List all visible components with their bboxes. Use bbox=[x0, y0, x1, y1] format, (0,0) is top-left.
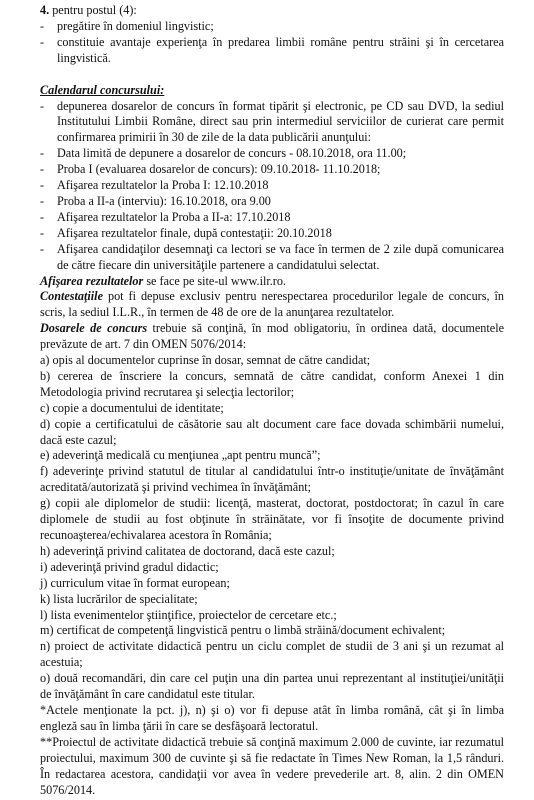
dossier-item: e) adeverinţă medicală cu menţiunea „apt pentru muncă”; bbox=[40, 448, 321, 463]
calendar-item: - Afişarea candidaţilor desemnaţi ca lectori se va face în termen de 2 zile după comunicarea de către fiecare din universităţile partenere a candidatului selectat. bbox=[40, 241, 504, 272]
calendar-item-text: Afişarea rezultatelor la Proba a II-a: 17.10.2018 bbox=[57, 209, 291, 224]
contestations-text: pot fi depuse exclusiv pentru nerespectarea procedurilor legale de concurs, în scris, la sediul I.L.R., în termen de 48 de ore de la anunţarea rezultatelor. bbox=[40, 289, 504, 320]
dossiers-paragraph bbox=[40, 321, 504, 353]
footnote: *Actele menţionate la pct. j), n) şi o) vor fi depuse atât în limba română, cât şi în limba engleză sau în limba ţării în care se desfăşoară lectoratul. bbox=[40, 702, 504, 733]
contestations-paragraph bbox=[40, 289, 504, 321]
calendar-item: - Afişarea rezultatelor la Proba a II-a: 17.10.2018 bbox=[40, 210, 504, 226]
calendar-heading: Calendarul concursului: bbox=[40, 82, 165, 97]
post4-item: - pregătire în domeniul lingvistic; bbox=[40, 19, 504, 35]
dossier-item: o) două recomandări, din care cel puţin una din partea unui reprezentant al instituţiei/unităţii de învăţământ în care candidatul este titular. bbox=[40, 671, 504, 702]
dossiers-label: Dosarele de concurs bbox=[40, 321, 148, 336]
calendar-item: - Data limită de depunere a dosarelor de concurs - 08.10.2018, ora 11.00; bbox=[40, 146, 504, 162]
calendar-item-text: Afişarea candidaţilor desemnaţi ca lectori se va face în termen de 2 zile după comunicarea de către fiecare din universităţile partenere a candidatului selectat. bbox=[57, 241, 504, 272]
calendar-item-text: Data limită de depunere a dosarelor de concurs - 08.10.2018, ora 11.00; bbox=[57, 146, 407, 161]
dossier-item: n) proiect de activitate didactică pentru un ciclu complet de studii de 3 ani şi un rezumat al acestuia; bbox=[40, 639, 504, 670]
dossiers-text: trebuie să conţină, în mod obligatoriu, în ordinea dată, documentele prevăzute de art. 7 din OMEN 5076/2014: bbox=[40, 321, 504, 352]
calendar-item: - Afişarea rezultatelor finale, după contestaţii: 20.10.2018 bbox=[40, 226, 504, 242]
post4-item: - constituie avantaje experienţa în predarea limbii române pentru străini şi în cercetarea lingvistică. bbox=[40, 34, 504, 65]
results-text: se face pe site-ul www.ilr.ro. bbox=[143, 273, 286, 288]
dossier-item: h) adeverinţă privind calitatea de doctorand, dacă este cazul; bbox=[40, 543, 335, 558]
calendar-item: - Afişarea rezultatelor la Proba I: 12.10.2018 bbox=[40, 178, 504, 194]
post4-title bbox=[40, 3, 504, 19]
dossier-item: a) opis al documentelor cuprinse în dosar, semnat de către candidat; bbox=[40, 353, 371, 368]
dossier-item: b) cererea de înscriere la concurs, semnată de către candidat, conform Anexei 1 din Metodologia privind recrutarea şi selecţia lectorilor; bbox=[40, 368, 504, 399]
post4-item-text: constituie avantaje experienţa în predarea limbii române pentru străini şi în cercetarea lingvistică. bbox=[57, 34, 504, 65]
dossier-item: d) copie a certificatului de căsătorie sau alt document care face dovada schimbării numelui, dacă este cazul; bbox=[40, 416, 504, 447]
contestations-label: Contestaţiile bbox=[40, 289, 103, 304]
calendar-item-text: Afişarea rezultatelor la Proba I: 12.10.2018 bbox=[57, 178, 269, 193]
calendar-item-text: Afişarea rezultatelor finale, după contestaţii: 20.10.2018 bbox=[57, 225, 332, 240]
dossier-item: g) copii ale diplomelor de studii: licenţă, masterat, doctorat, postdoctorat; în cazul în care diplomele de studii au fost obţinute în străinătate, vor fi însoţite de documente privind recunoaşterea/echivalarea acestora în România; bbox=[40, 496, 504, 542]
calendar-item: - Proba I (evaluarea dosarelor de concurs): 09.10.2018- 11.10.2018; bbox=[40, 162, 504, 178]
dossier-item: j) curriculum vitae în format european; bbox=[40, 575, 230, 590]
calendar-item: - depunerea dosarelor de concurs în format tipărit şi electronic, pe CD sau DVD, la sediul Institutului Limbii Române, direct sau prin intermediul serviciilor de curierat care permit confirmarea primirii în 30 de zile de la data publicării anunţului: bbox=[40, 98, 504, 145]
calendar-item-text: Proba a II-a (interviu): 16.10.2018, ora 9.00 bbox=[57, 193, 271, 208]
calendar-item-text: Proba I (evaluarea dosarelor de concurs): 09.10.2018- 11.10.2018; bbox=[57, 162, 381, 177]
footnote: **Proiectul de activitate didactică trebuie să conţină maximum 2.000 de cuvinte, iar rezumatul proiectului, maximum 300 de cuvinte şi să fie redactate în Times New Roman, la 1,5 rânduri. În redactarea acestora, candidaţii vor avea în vedere prevederile art. 8, alin. 2 din OMEN 5076/2014. bbox=[40, 734, 504, 797]
post4-number: 4. bbox=[40, 3, 50, 17]
calendar-item-text: depunerea dosarelor de concurs în format tipărit şi electronic, pe CD sau DVD, la sediul Institutului Limbii Române, direct sau prin intermediul serviciilor de curierat care permit confirmarea primirii în 30 de zile de la data publicării anunţului: bbox=[57, 98, 504, 145]
post4-label: pentru postul (4): bbox=[49, 3, 137, 17]
results-paragraph bbox=[40, 274, 504, 290]
calendar-item: - Proba a II-a (interviu): 16.10.2018, ora 9.00 bbox=[40, 194, 504, 210]
results-label: Afişarea rezultatelor bbox=[40, 273, 144, 288]
dossier-item: f) adeverinţe privind statutul de titular al candidatului într-o instituţie/unitate de învăţământ acreditată/autorizată şi privind vechimea în învăţământ; bbox=[40, 464, 504, 495]
dossier-item: k) lista lucrărilor de specialitate; bbox=[40, 591, 198, 606]
dossier-item: i) adeverinţă privind gradul didactic; bbox=[40, 559, 219, 574]
dossier-item: c) copie a documentului de identitate; bbox=[40, 400, 224, 415]
dossier-item: l) lista evenimentelor ştiinţifice, proiectelor de cercetare etc.; bbox=[40, 607, 337, 622]
post4-item-text: pregătire în domeniul lingvistic; bbox=[57, 18, 214, 33]
dossier-item: m) certificat de competenţă lingvistică pentru o limbă străină/document echivalent; bbox=[40, 623, 446, 638]
